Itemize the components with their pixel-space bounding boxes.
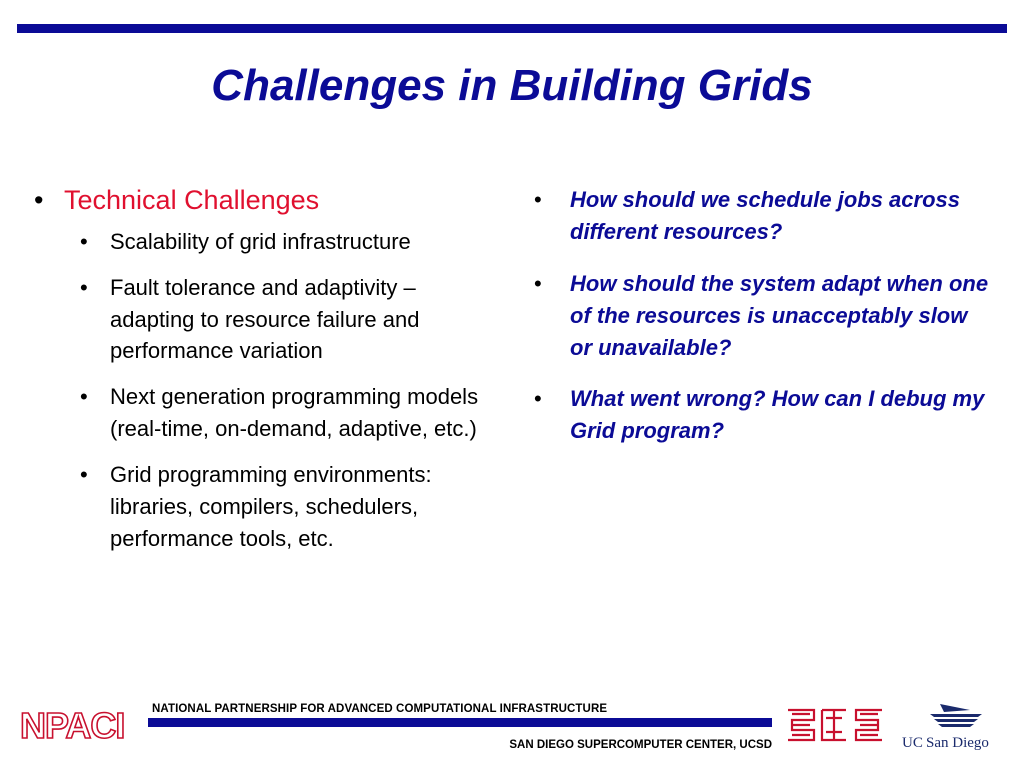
- npaci-logo-text: NPACI: [20, 705, 125, 744]
- question-text: How should the system adapt when one of the resources is unacceptably slow or unavailable?: [570, 270, 989, 360]
- ucsd-logo-uc: UC: [902, 735, 923, 751]
- question-text: What went wrong? How can I debug my Grid program?: [570, 386, 985, 444]
- question-item: [534, 383, 994, 447]
- bullet-icon: •: [534, 187, 542, 212]
- footer-organization: NATIONAL PARTNERSHIP FOR ADVANCED COMPUTATIONAL INFRASTRUCTURE: [152, 703, 608, 715]
- right-column: [534, 184, 994, 467]
- sdsc-logo: [784, 704, 890, 746]
- list-item: [34, 459, 504, 555]
- list-item-text: Scalability of grid infrastructure: [110, 228, 411, 254]
- footer-center: SAN DIEGO SUPERCOMPUTER CENTER, UCSD: [509, 739, 772, 751]
- question-item: [534, 184, 994, 248]
- bullet-icon: •: [80, 274, 88, 300]
- heading-text: Technical Challenges: [64, 185, 320, 215]
- technical-challenges-heading: [34, 184, 504, 218]
- list-item-text: Grid programming environments: libraries, compilers, schedulers, performance tools, etc.: [110, 462, 432, 551]
- npaci-logo: [18, 704, 138, 744]
- question-text: How should we schedule jobs across different resources?: [570, 187, 960, 244]
- list-item-text: Fault tolerance and adaptivity – adapting to resource failure and performance variation: [110, 274, 420, 364]
- bullet-icon: •: [34, 185, 44, 215]
- ucsd-logo-sandiego: San Diego: [926, 735, 989, 751]
- ucsd-logo: [900, 700, 1010, 752]
- list-item: [34, 226, 504, 258]
- list-item: [34, 272, 504, 368]
- bullet-icon: •: [80, 462, 88, 488]
- footer-rule: [148, 718, 772, 727]
- list-item: [34, 381, 504, 445]
- bullet-icon: •: [534, 386, 542, 412]
- question-item: [534, 268, 994, 364]
- bullet-icon: •: [80, 384, 88, 410]
- slide-title: Challenges in Building Grids: [211, 61, 813, 110]
- left-column: [34, 184, 504, 569]
- top-rule: [17, 24, 1007, 33]
- list-item-text: Next generation programming models (real-time, on-demand, adaptive, etc.): [110, 384, 479, 442]
- bullet-icon: •: [80, 228, 88, 254]
- bullet-icon: •: [534, 270, 542, 296]
- challenge-list: [34, 226, 504, 555]
